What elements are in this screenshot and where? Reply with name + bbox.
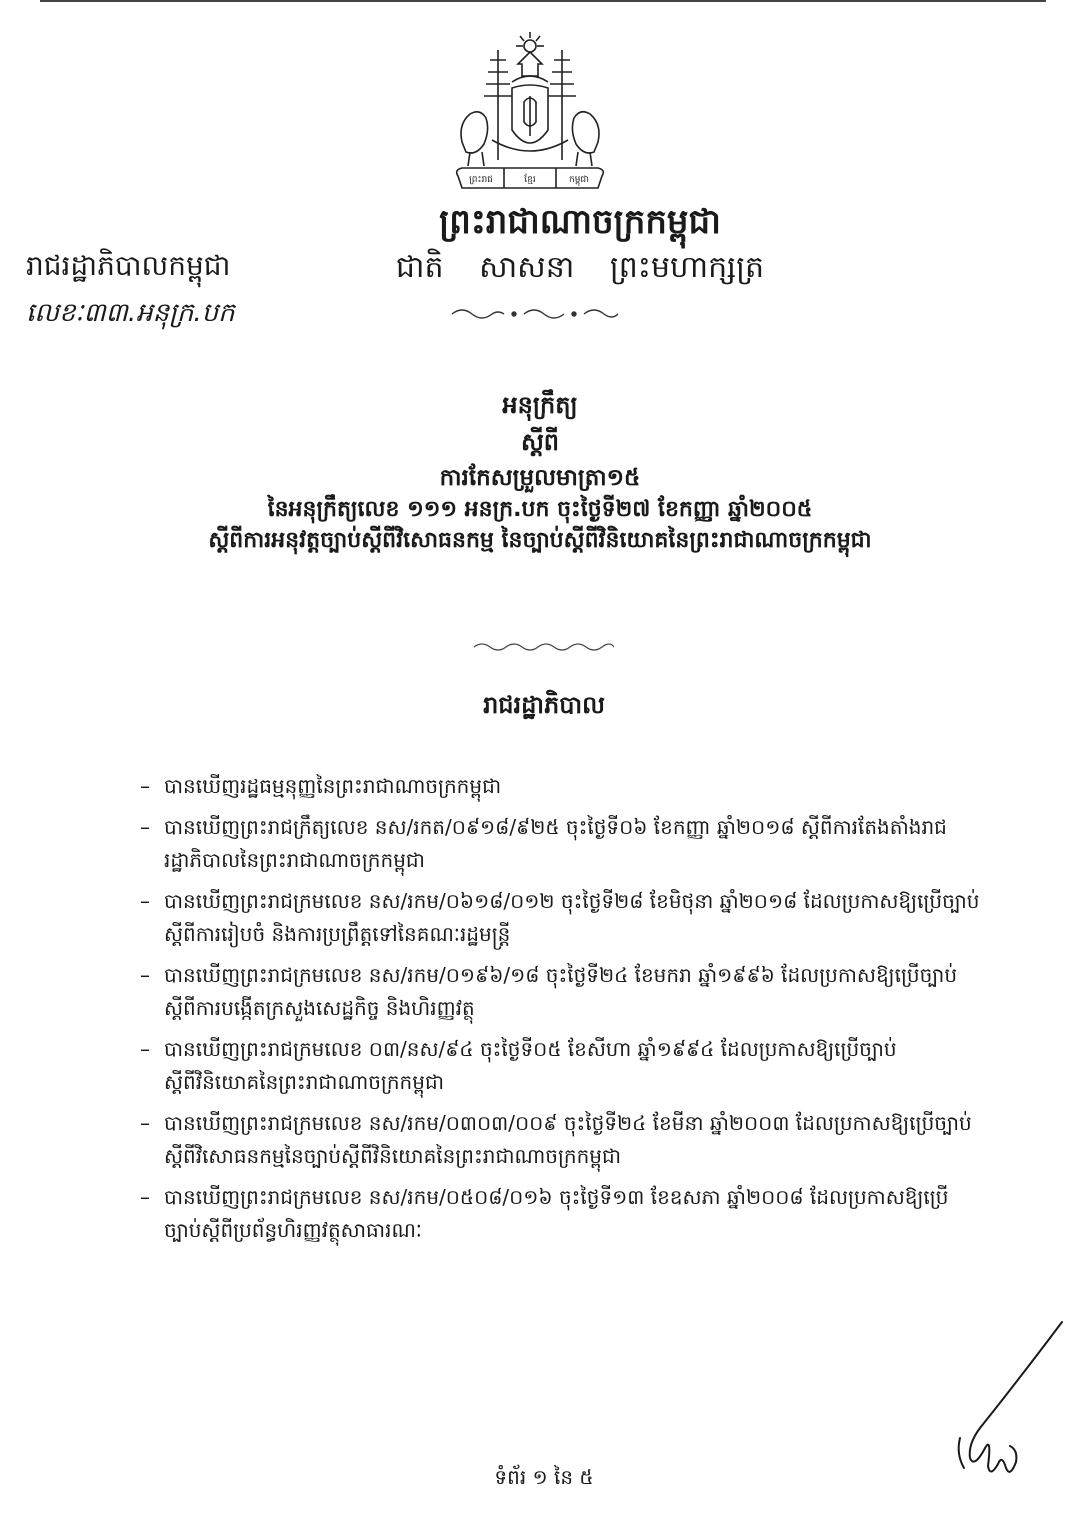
list-dash: – xyxy=(140,774,150,798)
recital-text: បានឃើញព្រះរាជក្រមលេខ ០៣/នស/៩៤ ចុះថ្ងៃទី០៥ ខែសីហា ឆ្នាំ១៩៩៤ ដែលប្រកាសឱ្យប្រើច្បាប់ស្តីពីវិនិយោគនៃព្រះរាជាណាចក្រកម្ពុជា xyxy=(164,1037,897,1094)
recitals-list xyxy=(140,770,985,1255)
decree-scope: ស្តីពីការអនុវត្តច្បាប់ស្តីពីវិសោធនកម្ម នៃច្បាប់ស្តីពីវិនិយោគនៃព្រះរាជាណាចក្រកម្ពុជា xyxy=(208,527,872,553)
list-dash: – xyxy=(140,963,150,987)
issuing-authority: រាជរដ្ឋាភិបាលកម្ពុជា xyxy=(26,249,231,282)
list-dash: – xyxy=(140,1111,150,1135)
list-dash: – xyxy=(140,1037,150,1061)
recital-text: បានឃើញរដ្ឋធម្មនុញ្ញនៃព្រះរាជាណាចក្រកម្ពុជា xyxy=(164,774,502,798)
recital-text: បានឃើញព្រះរាជក្រមលេខ នស/រកម/០១៩៦/១៨ ចុះថ្ងៃទី២៤ ខែមករា ឆ្នាំ១៩៩៦ ដែលប្រកាសឱ្យប្រើច្បាប់ស្តីពីការបង្កើតក្រសួងសេដ្ឋកិច្ច និងហិរញ្ញវត្ថុ xyxy=(164,963,958,1020)
decree-title-block xyxy=(100,390,980,555)
list-dash: – xyxy=(140,815,150,839)
list-item xyxy=(140,770,985,803)
body-heading: រាជរដ្ឋាភិបាល xyxy=(483,691,605,719)
list-item xyxy=(140,1181,985,1247)
list-item xyxy=(140,1033,985,1099)
emblem-scroll-center: ខ្មែរ xyxy=(524,175,536,185)
emblem-scroll-right: កម្ពុជា xyxy=(569,175,589,185)
decree-subject: ការកែសម្រួលមាត្រា១៥ xyxy=(439,465,641,492)
emblem-scroll-left: ព្រះរាជ xyxy=(469,175,493,185)
royal-coat-of-arms-icon xyxy=(440,30,620,198)
list-dash: – xyxy=(140,889,150,913)
recital-text: បានឃើញព្រះរាជក្រមលេខ នស/រកម/០៦១៨/០១២ ចុះថ្ងៃទី២៨ ខែមិថុនា ឆ្នាំ២០១៨ ដែលប្រកាសឱ្យប្រើច្បាប់ស្តីពីការរៀបចំ និងការប្រព្រឹត្តទៅនៃគណៈរដ្ឋមន្ត្រី xyxy=(164,889,980,946)
kingdom-title: ព្រះរាជាណាចក្រកម្ពុជា xyxy=(439,202,721,242)
list-dash: – xyxy=(140,1185,150,1209)
handwritten-signature-icon xyxy=(940,1318,1070,1488)
recital-text: បានឃើញព្រះរាជក្រឹត្យលេខ នស/រកត/០៩១៨/៩២៥ ចុះថ្ងៃទី០៦ ខែកញ្ញា ឆ្នាំ២០១៨ ស្តីពីការតែងតាំងរាជរដ្ឋាភិបាលនៃព្រះរាជាណាចក្រកម្ពុជា xyxy=(164,815,947,872)
ornamental-divider-icon xyxy=(470,640,618,654)
list-item xyxy=(140,1107,985,1173)
list-item xyxy=(140,885,985,951)
decree-subject-intro: ស្តីពី xyxy=(520,428,560,457)
list-item xyxy=(140,959,985,1025)
list-item xyxy=(140,811,985,877)
recital-text: បានឃើញព្រះរាជក្រមលេខ នស/រកម/០៣០៣/០០៩ ចុះថ្ងៃទី២៤ ខែមីនា ឆ្នាំ២០០៣ ដែលប្រកាសឱ្យប្រើច្បាប់ស្តីពីវិសោធនកម្មនៃច្បាប់ស្តីពីវិនិយោគនៃព្រះរាជាណាចក្រកម្ពុជា xyxy=(164,1111,972,1168)
decree-type: អនុក្រឹត្យ xyxy=(502,391,578,419)
decree-reference: នៃអនុក្រឹត្យលេខ ១១១ អនក្រ.បក ចុះថ្ងៃទី២៧ ខែកញ្ញា ឆ្នាំ២០០៥ xyxy=(267,497,813,523)
national-motto: ជាតិ សាសនា ព្រះមហាក្សត្រ xyxy=(395,250,765,285)
recital-text: បានឃើញព្រះរាជក្រមលេខ នស/រកម/០៥០៨/០១៦ ចុះថ្ងៃទី១៣ ខែឧសភា ឆ្នាំ២០០៨ ដែលប្រកាសឱ្យប្រើច្បាប់ស្តីពីប្រព័ន្ធហិរញ្ញវត្ថុសាធារណៈ xyxy=(164,1185,949,1242)
reference-number: លេខៈ៣៣.អនុក្រ.បក xyxy=(26,298,235,328)
ornamental-flourish-icon xyxy=(448,302,622,324)
top-rule xyxy=(40,0,1046,2)
page-number: ទំព័រ ១ នៃ ៥ xyxy=(494,1465,594,1489)
